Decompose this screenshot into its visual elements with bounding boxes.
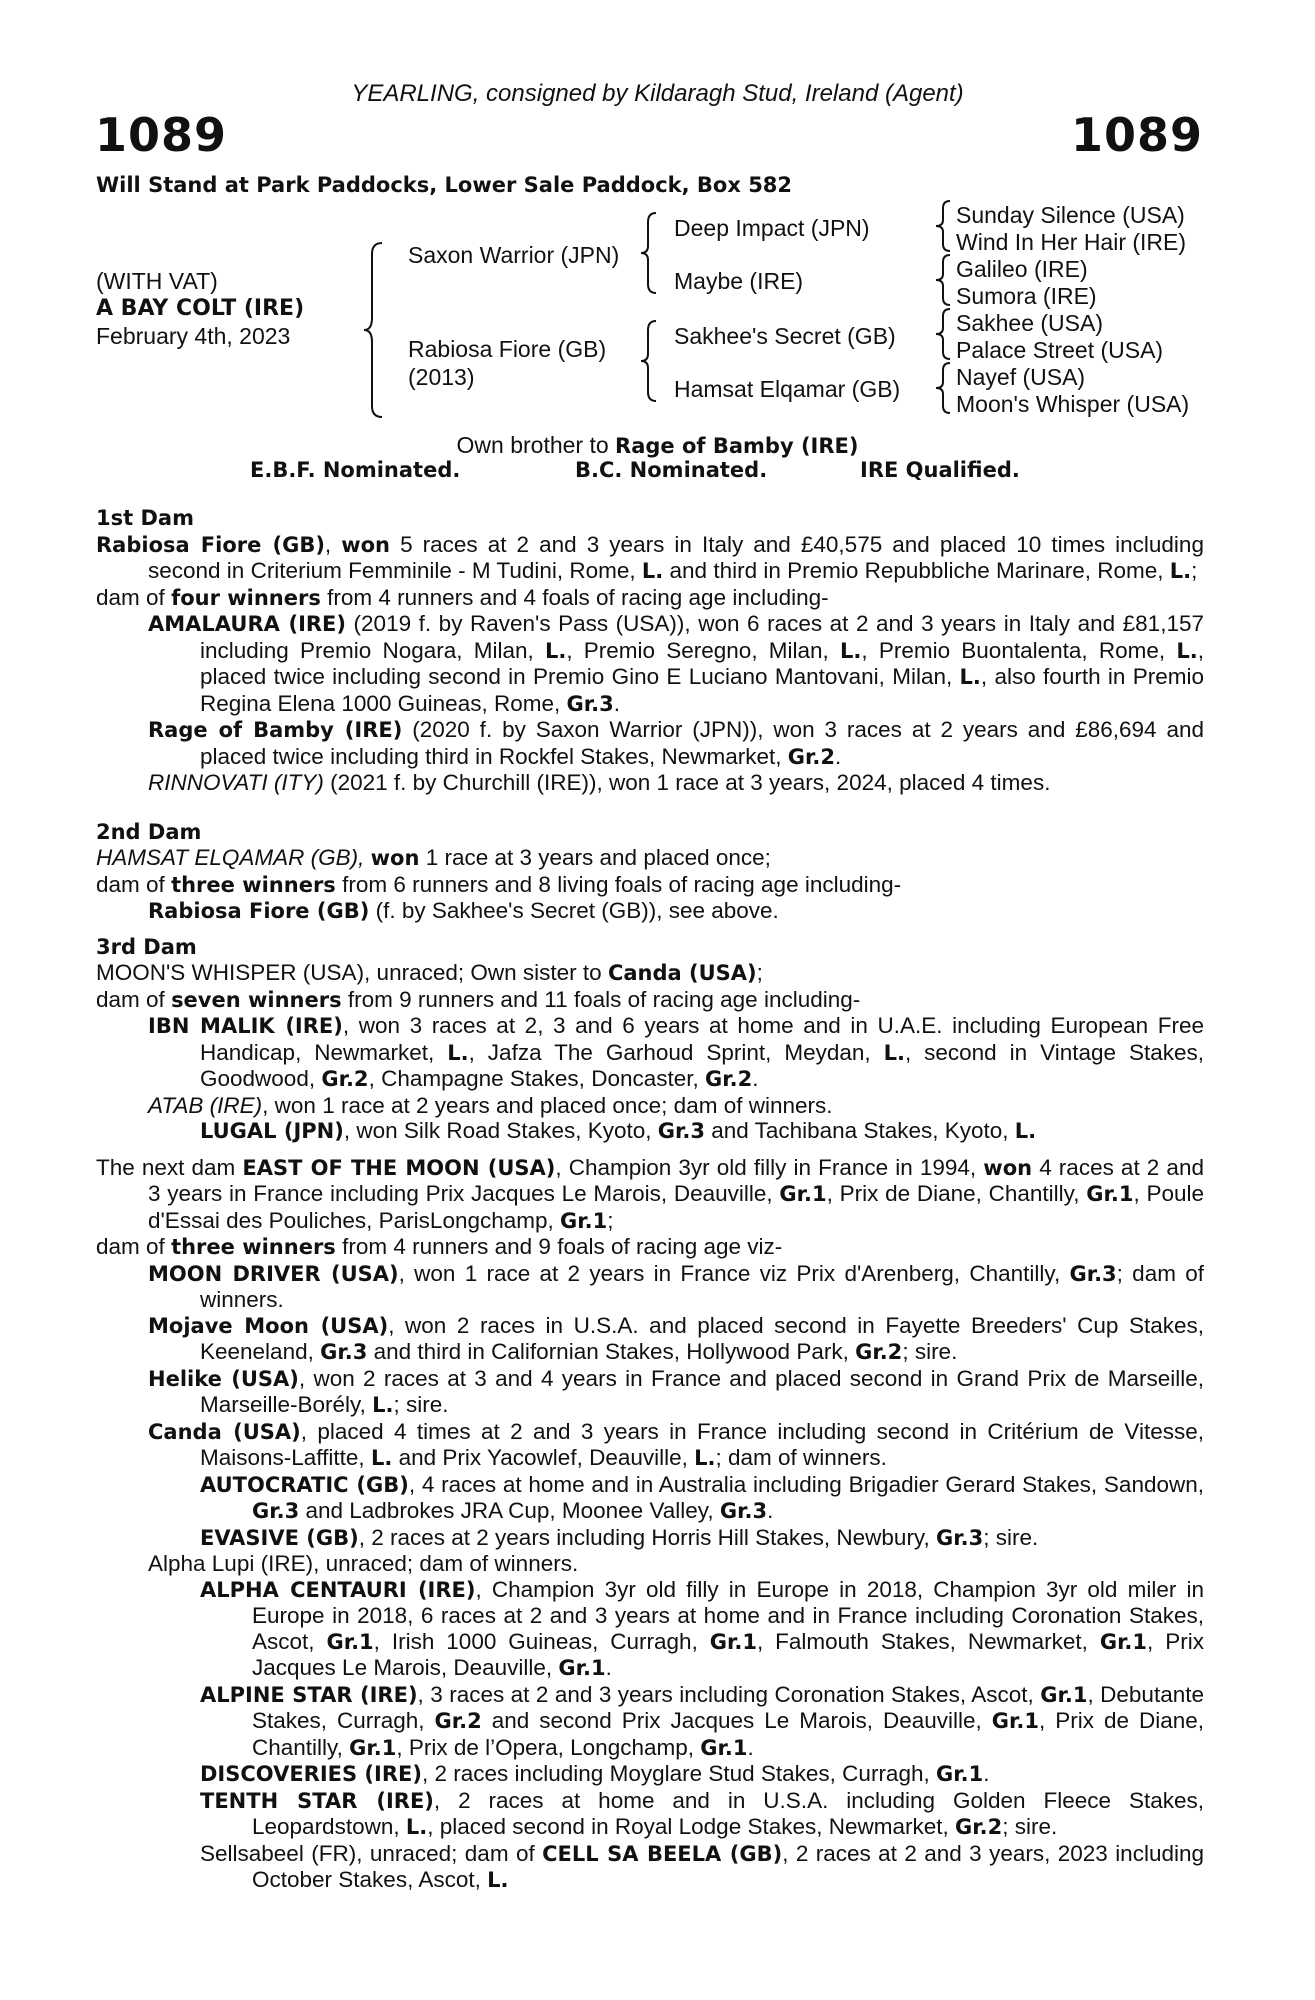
offspring-rinnovati: RINNOVATI (ITY) (2021 f. by Churchill (IRE)), won 1 race at 3 years, 2024, placed 4 times. [148,770,1051,795]
second-dam-heading: 2nd Dam [96,819,202,844]
ire-qualified: IRE Qualified. [860,458,1020,482]
lot-number-right: 1089 [1070,108,1203,162]
offspring-discoveries: DISCOVERIES (IRE), 2 races including Moyglare Stud Stakes, Curragh, Gr.1. [200,1761,990,1786]
first-dam-record: Rabiosa Fiore (GB), won 5 races at 2 and 3 years in Italy and £40,575 and placed 10 times including second in Criterium Femminile - M Tudini, Rome, L. and third in Premio Repubbliche Marinare, Rome, L.; [96,531,1204,583]
ggp-2: Wind In Her Hair (IRE) [956,229,1187,255]
offspring-lugal: LUGAL (JPN), won Silk Road Stakes, Kyoto, Gr.3 and Tachibana Stakes, Kyoto, L. [200,1118,1037,1143]
pedigree-main-brace [360,240,390,420]
offspring-alpha-centauri: ALPHA CENTAURI (IRE), Champion 3yr old filly in Europe in 2018, Champion 3yr old miler in Europe in 2018, 6 races at 2 and 3 years at home and in France including Coronation Stakes, Ascot, Gr.1, Irish 1000 Guineas, Curragh, Gr.1, Falmouth Stakes, Newmarket, Gr.1, Prix Jacques Le Marois, Deauville, Gr.1. [200,1576,1204,1680]
third-dam-heading: 3rd Dam [96,934,197,959]
next-dam-record: The next dam EAST OF THE MOON (USA), Champion 3yr old filly in France in 1994, won 4 races at 2 and 3 years in France including Prix Jacques Le Marois, Deauville, Gr.1, Prix de Diane, Chantilly, Gr.1, Poule d'Essai des Pouliches, ParisLongchamp, Gr.1; [96,1154,1204,1233]
third-dam-produce: dam of seven winners from 9 runners and 11 foals of racing age including- [96,986,861,1012]
lot-number-left: 1089 [95,108,228,162]
ggp-7: Nayef (USA) [956,364,1086,390]
offspring-moon-driver: MOON DRIVER (USA), won 1 race at 2 years in France viz Prix d'Arenberg, Chantilly, Gr.3; dam of winners. [148,1260,1204,1312]
offspring-alpha-lupi: Alpha Lupi (IRE), unraced; dam of winners. [148,1551,579,1576]
second-dam-record: HAMSAT ELQAMAR (GB), won 1 race at 3 years and placed once; [96,845,771,870]
third-dam-record: MOON'S WHISPER (USA), unraced; Own sister to Canda (USA); [96,960,763,985]
catalogue-body [96,506,1204,1894]
offspring-evasive: EVASIVE (GB), 2 races at 2 years including Horris Hill Stakes, Newbury, Gr.3; sire. [200,1524,1039,1550]
offspring-autocratic: AUTOCRATIC (GB), 4 races at home and in Australia including Brigadier Gerard Stakes, Sandown, Gr.3 and Ladbrokes JRA Cup, Moonee Valley, Gr.3. [200,1471,1204,1523]
offspring-sellsabeel: Sellsabeel (FR), unraced; dam of CELL SA BEELA (GB), 2 races at 2 and 3 years, 2023 including October Stakes, Ascot, L. [200,1840,1205,1892]
bc-nominated: B.C. Nominated. [575,458,768,482]
ggp-brace-2 [932,252,956,308]
ggp-brace-4 [932,360,956,416]
offspring-atab: ATAB (IRE), won 1 race at 2 years and placed once; dam of winners. [148,1092,833,1118]
foaling-date: February 4th, 2023 [96,323,291,349]
horse-name: A BAY COLT (IRE) [96,296,305,321]
offspring-amalaura: AMALAURA (IRE) (2019 f. by Raven's Pass (USA)), won 6 races at 2 and 3 years in Italy and £81,157 including Premio Nogara, Milan, L., Premio Seregno, Milan, L., Premio Buontalenta, Rome, L., placed twice including second in Premio Gino E Luciano Mantovani, Milan, L., also fourth in Premio Regina Elena 1000 Guineas, Rome, Gr.3. [148,611,1204,716]
own-brother-name: Rage of Bamby (IRE) [615,434,859,458]
sire-brace [636,210,662,296]
dam-dam: Hamsat Elqamar (GB) [674,376,901,402]
offspring-mojave-moon: Mojave Moon (USA), won 2 races in U.S.A. and placed second in Fayette Breeders' Cup Stakes, Keeneland, Gr.3 and third in Californian Stakes, Hollywood Park, Gr.2; sire. [148,1312,1204,1364]
offspring-ibn-malik: IBN MALIK (IRE), won 3 races at 2, 3 and 6 years at home and in U.A.E. including European Free Handicap, Newmarket, L., Jafza The Garhoud Sprint, Meydan, L., second in Vintage Stakes, Goodwood, Gr.2, Champagne Stakes, Doncaster, Gr.2. [148,1013,1204,1091]
dam-year: (2013) [408,364,475,390]
vat-note: (WITH VAT) [96,268,218,294]
dam-brace [636,318,662,404]
offspring-canda: Canda (USA), placed 4 times at 2 and 3 years in France including second in Critérium de Vitesse, Maisons-Laffitte, L. and Prix Yacowlef, Deauville, L.; dam of winners. [148,1418,1204,1470]
next-dam-produce: dam of three winners from 4 runners and 9 foals of racing age viz- [96,1234,783,1259]
dam-name: Rabiosa Fiore (GB) [408,336,607,362]
sire-dam: Maybe (IRE) [674,268,804,294]
offspring-rage-of-bamby: Rage of Bamby (IRE) (2020 f. by Saxon Warrior (JPN)), won 3 races at 2 years and £86,694 and placed twice including third in Rockfel Stakes, Newmarket, Gr.2. [148,717,1204,769]
first-dam-heading: 1st Dam [96,506,194,530]
ggp-5: Sakhee (USA) [956,310,1104,336]
consignor-line: YEARLING, consigned by Kildaragh Stud, Ireland (Agent) [351,80,964,107]
ggp-brace-1 [932,198,956,254]
offspring-helike: Helike (USA), won 2 races at 3 and 4 years in France and placed second in Grand Prix de Marseille, Marseille-Borély, L.; sire. [148,1365,1205,1417]
ggp-8: Moon's Whisper (USA) [956,391,1190,417]
second-dam-produce: dam of three winners from 6 runners and 8 living foals of racing age including- [96,871,902,897]
ggp-6: Palace Street (USA) [956,337,1164,363]
offspring-alpine-star: ALPINE STAR (IRE), 3 races at 2 and 3 years including Coronation Stakes, Ascot, Gr.1, Debutante Stakes, Curragh, Gr.2 and second Prix Jacques Le Marois, Deauville, Gr.1, Prix de Diane, Chantilly, Gr.1, Prix de l’Opera, Longchamp, Gr.1. [200,1681,1204,1760]
dam-sire: Sakhee's Secret (GB) [674,323,896,349]
first-dam-produce: dam of four winners from 4 runners and 4 foals of racing age including- [96,584,829,610]
ggp-1: Sunday Silence (USA) [956,202,1185,228]
ggp-brace-3 [932,306,956,362]
own-brother-line: Own brother to Rage of Bamby (IRE) [456,432,859,458]
ebf-nominated: E.B.F. Nominated. [250,458,461,482]
stable-location: Will Stand at Park Paddocks, Lower Sale Paddock, Box 582 [96,173,793,197]
ggp-3: Galileo (IRE) [956,256,1088,282]
sire-sire: Deep Impact (JPN) [674,215,870,241]
sire-name: Saxon Warrior (JPN) [408,242,620,268]
second-dam-rabiosa: Rabiosa Fiore (GB) (f. by Sakhee's Secret (GB)), see above. [148,898,779,923]
ggp-4: Sumora (IRE) [956,283,1097,309]
offspring-tenth-star: TENTH STAR (IRE), 2 races at home and in U.S.A. including Golden Fleece Stakes, Leopardstown, L., placed second in Royal Lodge Stakes, Newmarket, Gr.2; sire. [200,1787,1204,1839]
